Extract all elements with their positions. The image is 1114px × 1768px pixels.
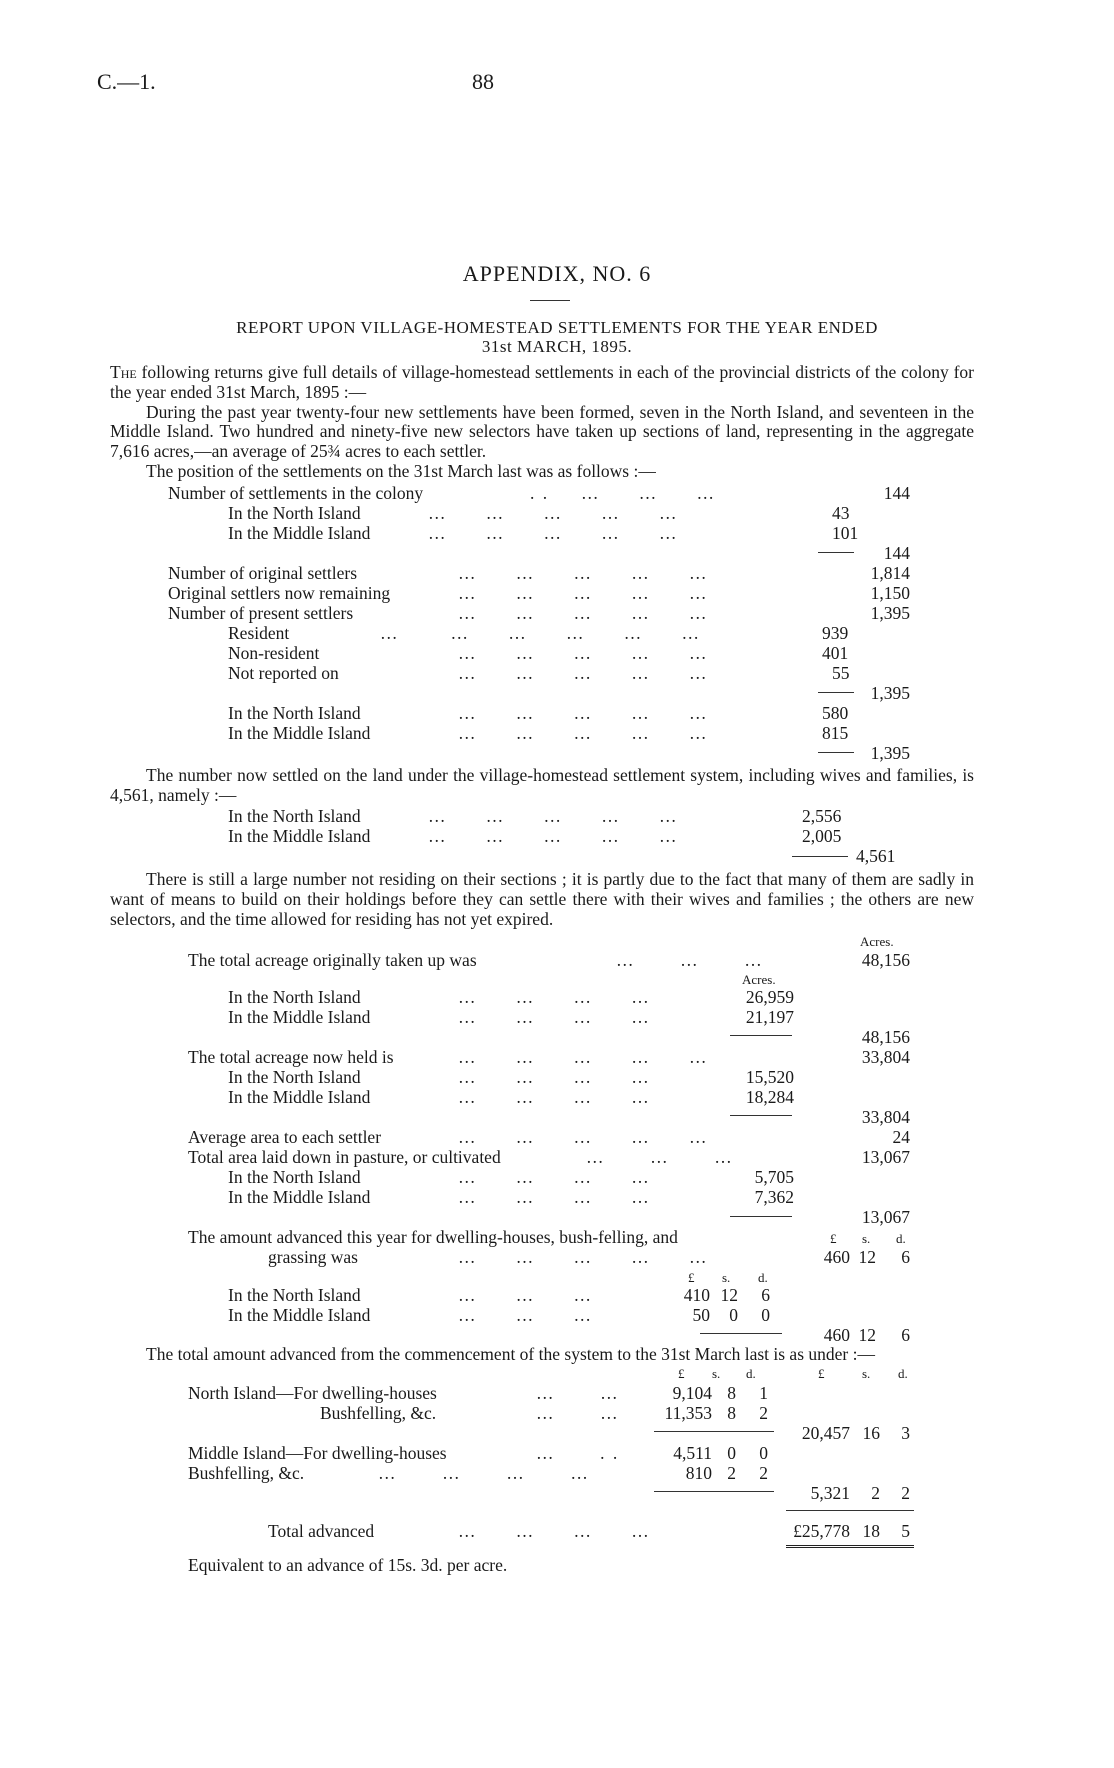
leader-dots: … … … bbox=[458, 1285, 593, 1305]
acreage-now-north-label: In the North Island bbox=[228, 1067, 361, 1087]
leader-dots: . . … … … bbox=[530, 483, 716, 503]
leader-dots: … … … … bbox=[458, 1521, 651, 1541]
leader-dots: … … … … … bbox=[428, 826, 679, 846]
leader-dots: … … … … … bbox=[458, 603, 709, 623]
lsd-col-pounds: £ bbox=[678, 1366, 685, 1381]
acres-column-head: Acres. bbox=[860, 934, 894, 949]
acreage-now-label: The total acreage now held is bbox=[188, 1047, 394, 1067]
lsd-col2-shillings: s. bbox=[862, 1366, 871, 1381]
footer-note: Equivalent to an advance of 15s. 3d. per acre. bbox=[188, 1555, 508, 1575]
leader-dots: … … … … bbox=[458, 1167, 651, 1187]
grand-total-label: Total advanced bbox=[268, 1521, 375, 1541]
leader-dots: … … … … … bbox=[458, 703, 709, 723]
pasture-north: 5,705 bbox=[754, 1167, 794, 1187]
leader-dots: … … bbox=[536, 1403, 620, 1423]
advance-year-pounds: 460 bbox=[823, 1247, 850, 1267]
appendix-title: APPENDIX, NO. 6 bbox=[462, 261, 652, 286]
leader-dots: … … … … … bbox=[458, 723, 709, 743]
mi-bush-pence: 2 bbox=[759, 1463, 768, 1483]
present-settlers: 1,395 bbox=[870, 603, 910, 623]
advance-north-pence: 6 bbox=[761, 1285, 770, 1305]
advance-middle-shillings: 0 bbox=[729, 1305, 738, 1325]
present-north: 580 bbox=[822, 703, 849, 723]
ni-total-shillings: 16 bbox=[862, 1423, 880, 1443]
leader-dots: … … … … bbox=[458, 1067, 651, 1087]
ni-total-pence: 3 bbox=[901, 1423, 910, 1443]
advance-middle-pence: 0 bbox=[761, 1305, 770, 1325]
settlements-north: 43 bbox=[832, 503, 850, 523]
mi-bush-label: Bushfelling, &c. bbox=[188, 1463, 305, 1483]
leader-dots: … … … … … bbox=[428, 503, 679, 523]
pasture-sum: 13,067 bbox=[861, 1207, 910, 1227]
ni-dwelling-pence: 1 bbox=[759, 1383, 768, 1403]
leader-dots: … … … … bbox=[378, 1463, 590, 1483]
sum-rule bbox=[730, 1115, 792, 1116]
lsd-col-shillings: s. bbox=[712, 1366, 721, 1381]
lsd-subhead-pence: d. bbox=[758, 1270, 768, 1285]
sum-rule bbox=[730, 1035, 792, 1036]
advance-north-shillings: 12 bbox=[720, 1285, 738, 1305]
residence-text: There is still a large number not residing on their sections ; it is partly due to the fact that many of them are sadly in want of means to build on their holdings before they can settle there with their wives and families ; the others are new selectors, and the time allowed for residing has not yet expired. bbox=[110, 869, 974, 929]
pasture-label: Total area laid down in pasture, or cultivated bbox=[188, 1147, 501, 1167]
intro-paragraph-3: The position of the settlements on the 31st March last was as follows :— bbox=[146, 460, 656, 481]
grand-total-shillings: 18 bbox=[862, 1521, 880, 1541]
advance-north-label: In the North Island bbox=[228, 1285, 361, 1305]
ni-dwelling-label: North Island—For dwelling-houses bbox=[188, 1383, 437, 1403]
acreage-original-label: The total acreage originally taken up was bbox=[188, 950, 477, 970]
nonresident-label: Non-resident bbox=[228, 643, 320, 663]
leader-dots: … … … bbox=[586, 1147, 734, 1167]
resident: 939 bbox=[822, 623, 849, 643]
acreage-orig-north-label: In the North Island bbox=[228, 987, 361, 1007]
mi-bush-shillings: 2 bbox=[727, 1463, 736, 1483]
notreported-label: Not reported on bbox=[228, 663, 339, 683]
average-area: 24 bbox=[892, 1127, 910, 1147]
average-area-label: Average area to each settler bbox=[188, 1127, 382, 1147]
remaining-settlers-label: Original settlers now remaining bbox=[168, 583, 391, 603]
title-rule bbox=[530, 300, 570, 301]
original-settlers-label: Number of original settlers bbox=[168, 563, 358, 583]
settlements-north-label: In the North Island bbox=[228, 503, 361, 523]
sum-rule bbox=[792, 856, 848, 857]
lsd-col2-pence: d. bbox=[898, 1366, 908, 1381]
leader-dots: … … … … bbox=[458, 1007, 651, 1027]
ni-bush-pence: 2 bbox=[759, 1403, 768, 1423]
residence-paragraph bbox=[110, 870, 974, 929]
acreage-now-middle: 18,284 bbox=[745, 1087, 794, 1107]
advance-year-pence: 6 bbox=[901, 1247, 910, 1267]
sum-rule bbox=[730, 1216, 792, 1217]
intro-paragraph-2: During the past year twenty-four new settlements have been formed, seven in the North Island, and seventeen in the Middle Island. Two hundred and ninety-five new selectors have taken up sections of land, representing in the aggregate 7,616 acres,—an average of 25¾ acres to each settler. bbox=[110, 401, 974, 462]
grand-total-double-rule bbox=[786, 1545, 914, 1551]
remaining-settlers: 1,150 bbox=[870, 583, 910, 603]
advance-year-label-2: grassing was bbox=[268, 1247, 358, 1267]
families-total: 4,561 bbox=[856, 846, 896, 866]
ni-dwelling-pounds: 9,104 bbox=[672, 1383, 712, 1403]
present-middle: 815 bbox=[822, 723, 849, 743]
leader-dots: … … … … … bbox=[458, 1247, 709, 1267]
sum-rule bbox=[654, 1491, 774, 1492]
families-north-label: In the North Island bbox=[228, 806, 361, 826]
lsd-head-shillings: s. bbox=[862, 1231, 871, 1246]
pasture-total: 13,067 bbox=[861, 1147, 910, 1167]
pasture-middle-label: In the Middle Island bbox=[228, 1187, 371, 1207]
settlements-total: 144 bbox=[883, 483, 910, 503]
leader-dots: … … … … … bbox=[458, 643, 709, 663]
leader-dots: … … … … … bbox=[458, 583, 709, 603]
acreage-now-north: 15,520 bbox=[745, 1067, 794, 1087]
nonresident: 401 bbox=[822, 643, 849, 663]
advance-middle-pounds: 50 bbox=[692, 1305, 710, 1325]
present-settlers-label: Number of present settlers bbox=[168, 603, 354, 623]
lsd-col-pence: d. bbox=[746, 1366, 756, 1381]
advance-year-sum-pence: 6 bbox=[901, 1325, 910, 1345]
leader-dots: … … … … … bbox=[428, 523, 679, 543]
families-paragraph bbox=[110, 766, 974, 806]
leader-dots: … … … … bbox=[458, 987, 651, 1007]
settlements-label: Number of settlements in the colony bbox=[168, 483, 424, 503]
advance-total-intro: The total amount advanced from the commencement of the system to the 31st March last is as under :— bbox=[146, 1344, 875, 1364]
page-number: 88 bbox=[472, 69, 494, 94]
acreage-now-total: 33,804 bbox=[861, 1047, 910, 1067]
present-sum-status: 1,395 bbox=[870, 683, 910, 703]
leader-dots: … … … … bbox=[458, 1087, 651, 1107]
present-north-label: In the North Island bbox=[228, 703, 361, 723]
advance-total-paragraph bbox=[110, 1345, 974, 1365]
document-reference: C.—1. bbox=[97, 69, 156, 94]
sum-rule bbox=[786, 1510, 914, 1511]
report-subtitle: REPORT UPON VILLAGE-HOMESTEAD SETTLEMENTS FOR THE YEAR ENDED bbox=[236, 318, 878, 337]
grand-total-pounds: £25,778 bbox=[793, 1521, 850, 1541]
leader-dots: … … … bbox=[616, 950, 764, 970]
ni-total-pounds: 20,457 bbox=[801, 1423, 850, 1443]
original-settlers: 1,814 bbox=[870, 563, 910, 583]
advance-middle-label: In the Middle Island bbox=[228, 1305, 371, 1325]
leader-dots: … … … … bbox=[458, 1187, 651, 1207]
leader-dots: … … bbox=[536, 1383, 620, 1403]
lsd-subhead-shillings: s. bbox=[722, 1270, 731, 1285]
acreage-orig-middle-label: In the Middle Island bbox=[228, 1007, 371, 1027]
mi-dwelling-pence: 0 bbox=[759, 1443, 768, 1463]
sum-rule bbox=[654, 1431, 774, 1432]
leader-dots: … … … … … bbox=[458, 1047, 709, 1067]
advance-year-label-1: The amount advanced this year for dwelling-houses, bush-felling, and bbox=[188, 1227, 678, 1247]
ni-dwelling-shillings: 8 bbox=[727, 1383, 736, 1403]
acres-subcolumn-head: Acres. bbox=[742, 972, 776, 987]
advance-year-sum-shillings: 12 bbox=[858, 1325, 876, 1345]
mi-bush-pounds: 810 bbox=[685, 1463, 712, 1483]
acreage-now-sum: 33,804 bbox=[861, 1107, 910, 1127]
intro-paragraph-1: The following returns give full details of village-homestead settlements in each of the provincial districts of the colony for the year ended 31st March, 1895 :— bbox=[110, 362, 974, 402]
acreage-orig-sum: 48,156 bbox=[861, 1027, 910, 1047]
acreage-original-total: 48,156 bbox=[861, 950, 910, 970]
notreported: 55 bbox=[832, 663, 850, 683]
intro-lead-word: The bbox=[110, 362, 137, 382]
families-text: The number now settled on the land under the village-homestead settlement system, including wives and families, is 4,561, namely :— bbox=[110, 765, 974, 805]
leader-dots: … … … bbox=[458, 1305, 593, 1325]
mi-dwelling-pounds: 4,511 bbox=[673, 1443, 712, 1463]
lsd-head-pounds: £ bbox=[830, 1231, 837, 1246]
mi-dwelling-shillings: 0 bbox=[727, 1443, 736, 1463]
intro-paragraphs bbox=[110, 363, 974, 482]
present-middle-label: In the Middle Island bbox=[228, 723, 371, 743]
acreage-orig-north: 26,959 bbox=[745, 987, 794, 1007]
ni-bush-label: Bushfelling, &c. bbox=[320, 1403, 437, 1423]
mi-total-pence: 2 bbox=[901, 1483, 910, 1503]
leader-dots: … … … … … … bbox=[380, 623, 701, 643]
settlements-middle: 101 bbox=[832, 523, 859, 543]
lsd-subhead-pounds: £ bbox=[688, 1270, 695, 1285]
settlements-middle-label: In the Middle Island bbox=[228, 523, 371, 543]
mi-dwelling-label: Middle Island—For dwelling-houses bbox=[188, 1443, 447, 1463]
families-north: 2,556 bbox=[802, 806, 842, 826]
present-sum-island: 1,395 bbox=[870, 743, 910, 763]
acreage-orig-middle: 21,197 bbox=[745, 1007, 794, 1027]
pasture-middle: 7,362 bbox=[754, 1187, 794, 1207]
leader-dots: … … … … … bbox=[428, 806, 679, 826]
advance-north-pounds: 410 bbox=[683, 1285, 710, 1305]
ni-bush-shillings: 8 bbox=[727, 1403, 736, 1423]
lsd-head-pence: d. bbox=[896, 1231, 906, 1246]
report-subtitle-date: 31st MARCH, 1895. bbox=[481, 337, 633, 356]
families-middle: 2,005 bbox=[802, 826, 842, 846]
leader-dots: … … … … … bbox=[458, 1127, 709, 1147]
ni-bush-pounds: 11,353 bbox=[664, 1403, 712, 1423]
mi-total-pounds: 5,321 bbox=[810, 1483, 850, 1503]
leader-dots: … … … … … bbox=[458, 663, 709, 683]
leader-dots: … … … … … bbox=[458, 563, 709, 583]
settlements-sum: 144 bbox=[883, 543, 910, 563]
grand-total-pence: 5 bbox=[901, 1521, 910, 1541]
mi-total-shillings: 2 bbox=[871, 1483, 880, 1503]
acreage-now-middle-label: In the Middle Island bbox=[228, 1087, 371, 1107]
sum-rule bbox=[700, 1333, 782, 1334]
lsd-col2-pounds: £ bbox=[818, 1366, 825, 1381]
resident-label: Resident bbox=[228, 623, 290, 643]
advance-year-shillings: 12 bbox=[858, 1247, 876, 1267]
families-middle-label: In the Middle Island bbox=[228, 826, 371, 846]
advance-year-sum-pounds: 460 bbox=[823, 1325, 850, 1345]
leader-dots: … . . bbox=[536, 1443, 620, 1463]
pasture-north-label: In the North Island bbox=[228, 1167, 361, 1187]
